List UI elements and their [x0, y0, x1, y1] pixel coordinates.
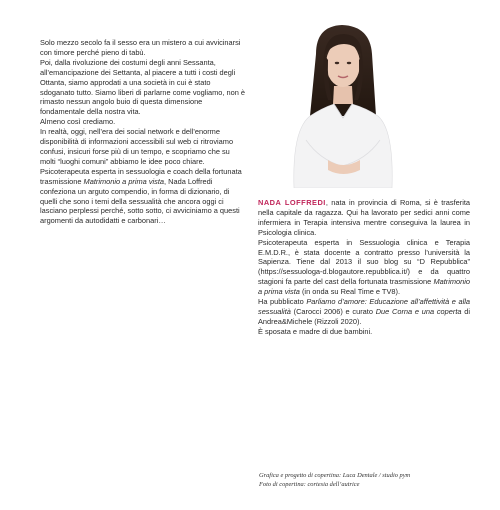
bio-show-title: Matrimonio a prima vista [258, 277, 470, 297]
bio-paragraph-1 [258, 198, 470, 238]
blurb-paragraph-4: In realtà, oggi, nell’era dei social network e dell’enorme disponibilità di informazioni accessibili sul web ci ritroviamo confusi, insicuri forse più di un tempo, e scopriamo che su molti “luoghi comuni” abbiamo le idee poco chiare. [40, 127, 234, 166]
blurb-paragraph-5 [40, 167, 246, 226]
credit-design: Grafica e progetto di copertina: Luca Dentale / studio pym [259, 472, 411, 479]
blurb-p5-text-a: Psicoterapeuta esperta in sessuologia e coach della fortunata trasmissione [40, 166, 242, 186]
book-title-2: Due Corna e una coperta [375, 306, 462, 316]
blurb-paragraph-3: Almeno così crediamo. [40, 117, 116, 127]
bio-intro: , nata in provincia di Roma, si è trasferita nella capitale da ragazza. Qui ha lavorato per sedici anni come infermiera in Terapia intensiva mentre conseguiva la laurea in Psicologia clinica. [258, 198, 470, 237]
bio-paragraph-4: È sposata e madre di due bambini. [258, 326, 373, 336]
author-photo [280, 20, 406, 188]
author-bio [258, 198, 470, 337]
bio-p2-text-b: (in onda su Real Time e TV8). [299, 287, 401, 297]
bio-p2-text-a: Psicoterapeuta esperta in Sessuologia clinica e Terapia E.M.D.R., è stata docente a contratto presso l’università la Sapienza. Tiene dal 2013 il suo blog su “D Repubblica” (https://sessuologa-d.blogautore.repubblica.it/) e da quattro stagioni fa parte del cast della fortunata trasmissione [258, 237, 470, 287]
book-title-1: Parliamo d’amore: Educazione all’affettività e alla sessualità [258, 297, 470, 316]
cover-credits [259, 472, 489, 489]
credit-photo: Foto di copertina: cortesia dell’autrice [259, 480, 360, 488]
blurb-paragraph-1: Solo mezzo secolo fa il sesso era un mistero a cui avvicinarsi con timore perché pieno di tabù. [40, 38, 241, 57]
bio-p3-text-b: (Carocci 2006) e curato [290, 306, 376, 316]
bio-paragraph-3 [258, 297, 470, 327]
bio-paragraph-2 [258, 238, 470, 297]
show-title: Matrimonio a prima vista [83, 176, 165, 186]
bio-p3-text-c: di Andrea&Michele (Rizzoli 2020). [258, 306, 470, 326]
bio-p3-text-a: Ha pubblicato [258, 297, 307, 307]
author-name: NADA LOFFREDI [258, 198, 326, 207]
back-cover-blurb [40, 38, 246, 226]
blurb-paragraph-2: Poi, dalla rivoluzione dei costumi degli anni Sessanta, all’emancipazione dei Settanta, al piacere a tutti i costi degli Ottanta, siamo approdati a una società in cui è stato sdoganato tutto. Siamo liberi di parlarne come vogliamo, non è rimasto nessun angolo buio di questa dimensione fondamentale della nostra vita. [40, 57, 246, 117]
blurb-p5-text-b: , Nada Loffredi confeziona un arguto compendio, in forma di dizionario, di quelli che sono i temi della sessualità che ancora oggi ci lasciano perplessi perché, sotto sotto, ci avviciniamo a questi argomenti da autodidatti e carbonari… [40, 176, 240, 226]
